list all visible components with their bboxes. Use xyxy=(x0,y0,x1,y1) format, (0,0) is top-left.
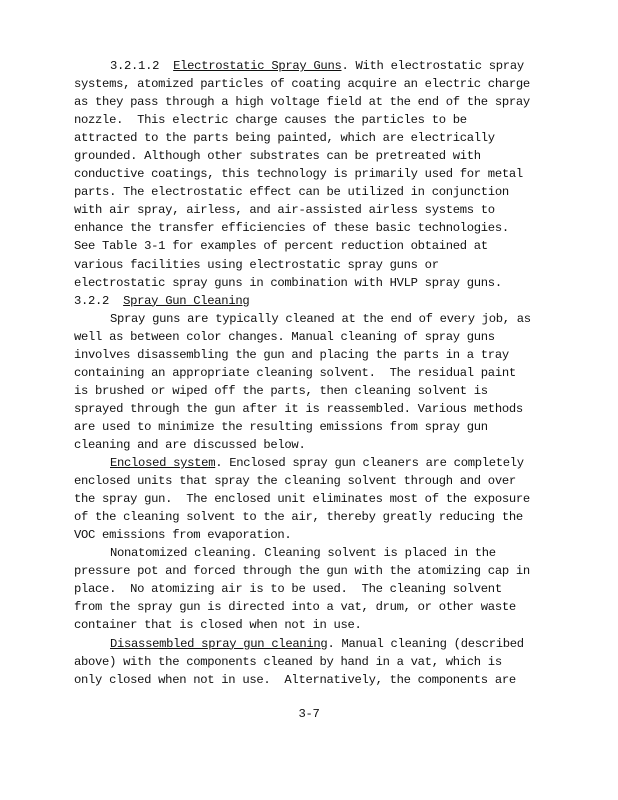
text-line: sprayed through the gun after it is reassembled. Various methods xyxy=(74,401,523,416)
text-line: . With electrostatic spray xyxy=(341,59,524,73)
section-number: 3.2.1.2 xyxy=(110,59,160,73)
term-heading: Nonatomized cleaning xyxy=(110,546,251,561)
para-electrostatic-first-line xyxy=(74,57,552,75)
text-line: electrostatic spray guns in combination with HVLP spray guns. xyxy=(74,275,502,290)
text-line: . Enclosed spray gun cleaners are completely xyxy=(215,456,524,471)
text-line: enhance the transfer efficiencies of these basic technologies. xyxy=(74,221,509,236)
text-line: pressure pot and forced through the gun with the atomizing cap in xyxy=(74,564,530,579)
text-line: only closed when not in use. Alternatively, the components are xyxy=(74,672,516,687)
term-heading: Disassembled spray gun cleaning xyxy=(110,636,328,651)
text-line: well as between color changes. Manual cleaning of spray guns xyxy=(74,329,495,344)
section-heading: Electrostatic Spray Guns xyxy=(173,59,342,73)
text-line: place. No atomizing air is to be used. The cleaning solvent xyxy=(74,582,502,597)
text-line: various facilities using electrostatic spray guns or xyxy=(74,257,439,272)
term-heading: Enclosed system xyxy=(110,456,216,471)
text-line: . Manual cleaning (described xyxy=(327,636,524,651)
text-line: parts. The electrostatic effect can be utilized in conjunction xyxy=(74,185,509,200)
para-disassembled-first-line xyxy=(74,635,552,653)
text-line: the spray gun. The enclosed unit eliminates most of the exposure xyxy=(74,492,530,507)
text-line: conductive coatings, this technology is primarily used for metal xyxy=(74,167,523,182)
text-line: containing an appropriate cleaning solvent. The residual paint xyxy=(74,365,516,380)
text-line: involves disassembling the gun and placing the parts in a tray xyxy=(74,347,509,362)
section-number: 3.2.2 xyxy=(74,293,110,308)
text-line: Spray guns are typically cleaned at the end of every job, as xyxy=(110,311,531,326)
page-number: 3-7 xyxy=(298,707,320,721)
section-heading-line xyxy=(74,292,552,310)
text-line: cleaning and are discussed below. xyxy=(74,437,306,452)
text-line: with air spray, airless, and air-assisted airless systems to xyxy=(74,203,495,218)
text-line: systems, atomized particles of coating acquire an electric charge xyxy=(74,77,530,92)
text-line: from the spray gun is directed into a vat, drum, or other waste xyxy=(74,600,516,615)
body-text xyxy=(74,57,552,689)
text-line: See Table 3-1 for examples of percent reduction obtained at xyxy=(74,239,488,254)
para-enclosed-first-line xyxy=(74,454,552,472)
section-heading: Spray Gun Cleaning xyxy=(123,293,250,308)
text-line: nozzle. This electric charge causes the particles to be xyxy=(74,113,467,128)
text-line: enclosed units that spray the cleaning solvent through and over xyxy=(74,474,516,489)
text-line: is brushed or wiped off the parts, then cleaning solvent is xyxy=(74,383,488,398)
text-line: attracted to the parts being painted, which are electrically xyxy=(74,131,495,146)
text-line: of the cleaning solvent to the air, thereby greatly reducing the xyxy=(74,510,523,525)
text-line: as they pass through a high voltage field at the end of the spray xyxy=(74,95,530,110)
text-line: grounded. Although other substrates can be pretreated with xyxy=(74,149,481,164)
para-nonatomized-first-line xyxy=(74,544,552,562)
text-line: container that is closed when not in use. xyxy=(74,618,362,633)
text-line: . Cleaning solvent is placed in the xyxy=(250,546,496,561)
text-line: VOC emissions from evaporation. xyxy=(74,528,292,543)
text-line: above) with the components cleaned by hand in a vat, which is xyxy=(74,654,502,669)
text-line: are used to minimize the resulting emissions from spray gun xyxy=(74,419,488,434)
